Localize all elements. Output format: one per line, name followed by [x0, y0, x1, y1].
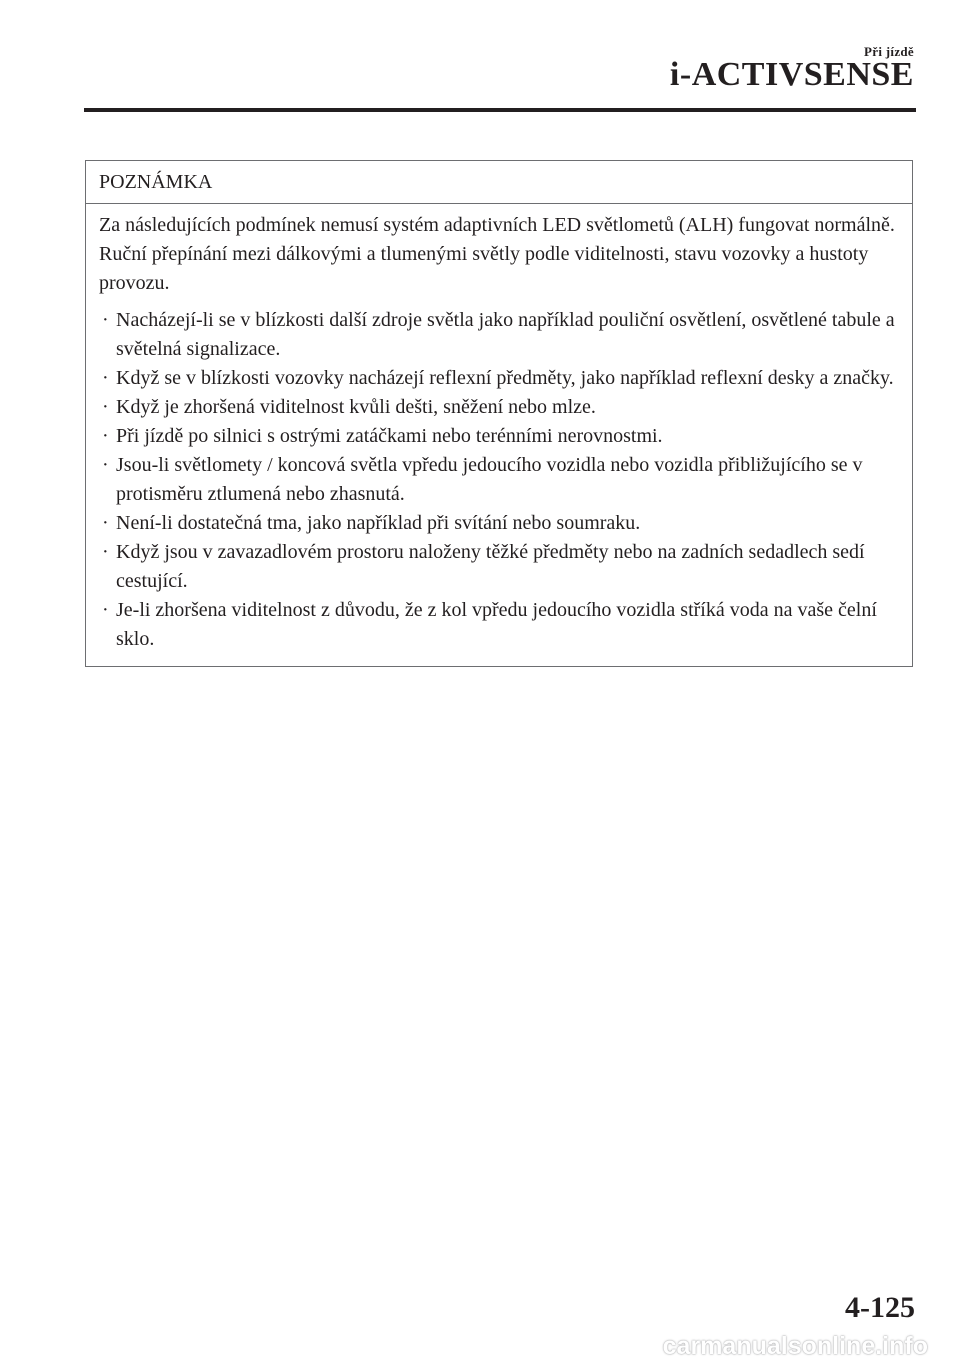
list-item: [99, 364, 898, 393]
list-item: [99, 596, 898, 654]
bullet-icon: ·: [102, 396, 109, 418]
note-list: [99, 306, 898, 654]
bullet-icon: ·: [102, 367, 109, 389]
list-item-text: Není-li dostatečná tma, jako například při svítání nebo soumraku.: [116, 512, 641, 534]
list-item-text: Nacházejí-li se v blízkosti další zdroje světla jako například pouliční osvětlení, osvětlené tabule a světelná signalizace.: [116, 309, 895, 360]
list-item: [99, 451, 898, 509]
bullet-icon: ·: [102, 425, 109, 447]
list-item: [99, 306, 898, 364]
bullet-icon: ·: [102, 309, 109, 331]
header-rule: [84, 108, 916, 112]
list-item-text: Jsou-li světlomety / koncová světla vpředu jedoucího vozidla nebo vozidla přibližujícího se v protisměru ztlumená nebo zhasnutá.: [116, 454, 863, 505]
bullet-icon: ·: [102, 454, 109, 476]
list-item: [99, 422, 898, 451]
note-box: [85, 160, 913, 667]
note-heading: POZNÁMKA: [86, 161, 912, 204]
list-item-text: Když jsou v zavazadlovém prostoru naloženy těžké předměty nebo na zadních sedadlech sedí cestující.: [116, 541, 865, 592]
note-intro: Za následujících podmínek nemusí systém adaptivních LED světlometů (ALH) fungovat normálně. Ruční přepínání mezi dálkovými a tlumenými světly podle viditelnosti, stavu vozovky a hustoty provozu.: [99, 214, 895, 294]
list-item-text: Je-li zhoršena viditelnost z důvodu, že z kol vpředu jedoucího vozidla stříká voda na vaše čelní sklo.: [116, 599, 877, 650]
list-item: [99, 509, 898, 538]
section-label: Při jízdě: [864, 44, 914, 59]
list-item-text: Když je zhoršená viditelnost kvůli dešti, sněžení nebo mlze.: [116, 396, 596, 418]
list-item-text: Při jízdě po silnici s ostrými zatáčkami nebo terénními nerovnostmi.: [116, 425, 663, 447]
note-body: [86, 204, 912, 666]
bullet-icon: ·: [102, 512, 109, 534]
list-item: [99, 393, 898, 422]
page-number: 4-125: [845, 1291, 915, 1324]
bullet-icon: ·: [102, 599, 109, 621]
list-item-text: Když se v blízkosti vozovky nacházejí reflexní předměty, jako například reflexní desky a značky.: [116, 367, 894, 389]
list-item: [99, 538, 898, 596]
page-title: i-ACTIVSENSE: [669, 56, 914, 93]
bullet-icon: ·: [102, 541, 109, 563]
watermark[interactable]: carmanualsonline.info: [662, 1332, 928, 1360]
